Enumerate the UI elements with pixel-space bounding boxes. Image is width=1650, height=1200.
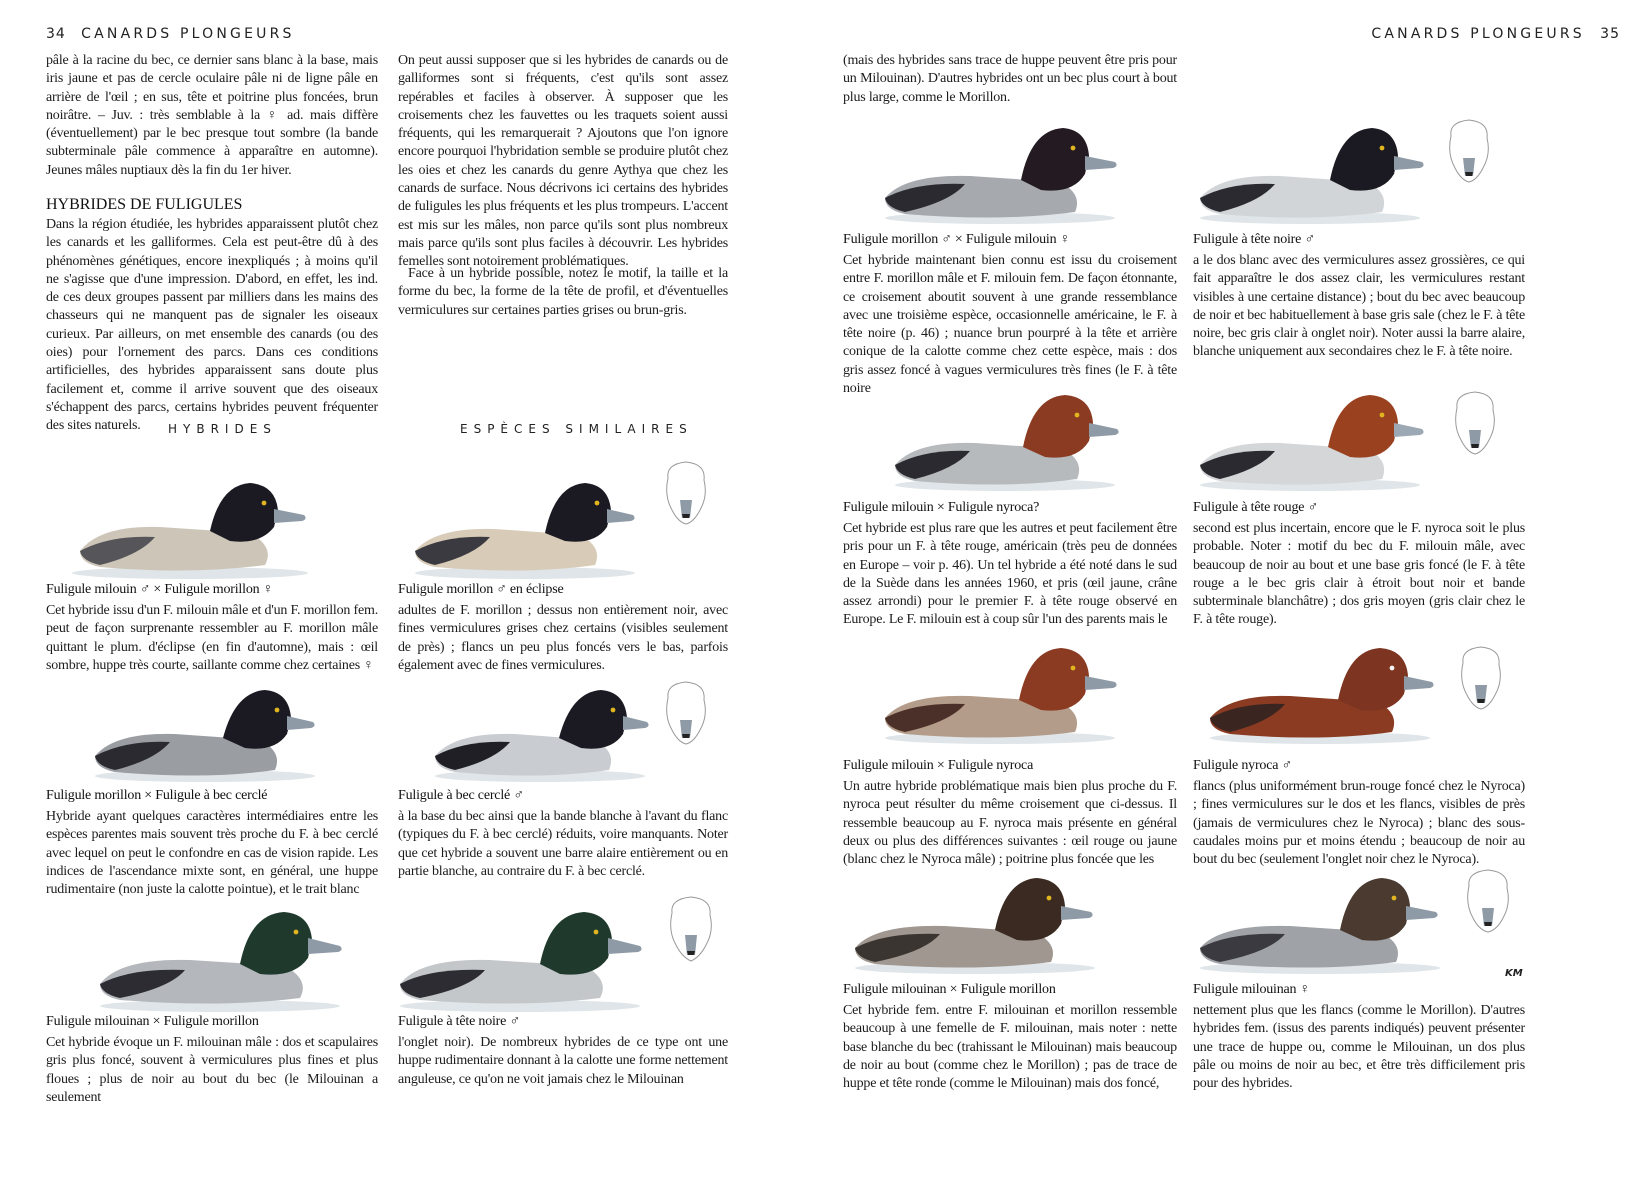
entry-caption: Fuligule milouinan × Fuligule morillon (843, 982, 1056, 997)
duck-illustration (425, 676, 655, 786)
intro-paragraph: pâle à la racine du bec, ce dernier sans blanc à la base, mais iris jaune et pas de cercle oculaire pâle ni de ligne pâle en arrière de l'œil ; en sus, tête et poitrine plus foncées, brun noirâtre. – Juv. : très semblable à la ♀ ad. mais diffère (éventuellement) par le bec presque tout sombre (la bande subterminale pâle commence à apparaître en automne). Jeunes mâles nuptiaux dès la fin du 1er hiver. (46, 53, 378, 178)
intro-paragraph-col2b: Face à un hybride possible, notez le motif, la taille et la forme du bec, la forme de la tête de profil, et d'éventuelles vermiculures sur certaines parties grises ou brun-gris. (398, 266, 728, 318)
duck-illustration (90, 896, 350, 1016)
entry-caption: Fuligule milouinan × Fuligule morillon (46, 1014, 259, 1029)
head-sketch (1457, 868, 1519, 938)
section-heading: HYBRIDES DE FULIGULES (46, 196, 243, 213)
entry-caption: Fuligule morillon × Fuligule à bec cerclé (46, 788, 268, 803)
duck-illustration (885, 385, 1125, 495)
duck-illustration (1190, 118, 1430, 228)
running-head-left (46, 26, 295, 42)
entry-caption: Fuligule milouinan ♀ (1193, 982, 1310, 997)
entry-caption: Fuligule milouin × Fuligule nyroca? (843, 500, 1040, 515)
intro-paragraph: (mais des hybrides sans trace de huppe peuvent être pris pour un Milouinan). D'autres hybrides ont un bec plus court à bout plus large, comme le Morillon. (843, 53, 1177, 105)
entry-caption: Fuligule nyroca ♂ (1193, 758, 1292, 773)
duck-illustration (1190, 868, 1450, 978)
duck-illustration (1190, 385, 1430, 495)
head-sketch (1451, 645, 1511, 715)
head-sketch (656, 680, 716, 750)
duck-illustration (845, 868, 1105, 978)
entry-caption: Fuligule à tête noire ♂ (398, 1014, 520, 1029)
entry-caption: Fuligule à bec cerclé ♂ (398, 788, 524, 803)
head-sketch (1439, 118, 1499, 188)
entry-text: Cet hybride fem. entre F. milouinan et morillon ressemble beaucoup à une femelle de F. milouinan, mais noter : nette base blanche du bec (trahissant le Milouinan) mais beaucoup de noir au bout (comme chez le Morillon) ; pas de trace de huppe et tête ronde (comme le Milouinan) mais dos foncé, (843, 1003, 1177, 1092)
entry-text: nettement plus que les flancs (comme le Morillon). D'autres hybrides fem. (issus des parents indiqués) peuvent présenter une trace de huppe ou, comme le Milouinan, un dos plus pâle ou moins de noir au bec, et être très difficilement pris pour des hybrides. (1193, 1003, 1525, 1092)
entry-text: Hybride ayant quelques caractères intermédiaires entre les espèces parentes mais souvent très proche du F. à bec cerclé avec lequel on peut le confondre en cas de vision rapide. Les indices de l'ascendance mixte sont, en général, une huppe rudimentaire (non juste la calotte pointue), et le trait blanc (46, 809, 378, 898)
label-especes-similaires: ESPÈCES SIMILAIRES (460, 422, 693, 436)
duck-illustration (875, 638, 1125, 748)
entry-caption: Fuligule milouin × Fuligule nyroca (843, 758, 1034, 773)
running-head-title: CANARDS PLONGEURS (1371, 26, 1585, 42)
entry-text: à la base du bec ainsi que la bande blanche à l'avant du flanc (typiques du F. à bec cerclé) réduits, voire manquants. Noter que cet hybride a souvent une barre alaire entièrement ou en partie blanche, au contraire du F. à bec cerclé. (398, 809, 728, 879)
page-number: 34 (46, 26, 66, 42)
entry-caption: Fuligule à tête rouge ♂ (1193, 500, 1318, 515)
running-head-right (1371, 26, 1620, 42)
duck-illustration (875, 118, 1125, 228)
entry-text: second est plus incertain, encore que le F. nyroca soit le plus probable. Noter : motif du bec du F. milouin mâle, avec beaucoup de noir au bout et une base gris foncé (le F. à tête rouge a le bec gris clair à étroit bout noir et bande subterminale blanchâtre) ; dos gris moyen (gris clair chez le F. à tête rouge). (1193, 521, 1525, 628)
illustrator-initials: KM (1505, 968, 1523, 979)
duck-illustration (405, 455, 645, 585)
duck-illustration (60, 455, 320, 585)
entry-text: a le dos blanc avec des vermiculures assez grossières, ce qui fait apparaître le dos assez clair, les vermiculures restant visibles à une certaine distance) ; bout du bec avec beaucoup de noir et bec habituellement à base gris sale (chez le F. à tête noire, bec gris clair à onglet noir). Noter aussi la barre alaire, blanche uniquement aux secondaires chez le F. à tête noire. (1193, 253, 1525, 360)
entry-text: flancs (plus uniformément brun-rouge foncé chez le Nyroca) ; fines vermiculures sur le dos et les flancs, visibles de près (jamais de vermiculures chez le Nyroca) ; blanc des sous-caudales moins pur et moins étendu ; beaucoup de noir au bout du bec (seulement l'onglet noir chez le Nyroca). (1193, 779, 1525, 868)
entry-text: l'onglet noir). De nombreux hybrides de ce type ont une huppe rudimentaire donnant à la calotte une forme nettement anguleuse, ce qu'on ne voit jamais chez le Milouinan (398, 1035, 728, 1087)
head-sketch (1445, 390, 1505, 460)
duck-illustration (85, 676, 325, 786)
head-sketch (656, 460, 716, 530)
entry-caption: Fuligule à tête noire ♂ (1193, 232, 1315, 247)
label-hybrides: HYBRIDES (168, 422, 277, 436)
entry-text: Cet hybride est plus rare que les autres et peut facilement être pris pour un F. à tête rouge, américain (très peu de données en Europe – voir p. 46). Un tel hybride a été noté dans le sud de la Suède dans les années 1960, et pris (œil jaune, crâne assez arrondi) pour le premier F. à tête rouge observé en Europe. Le F. milouin est à coup sûr l'un des parents mais le (843, 521, 1177, 628)
entry-text: Cet hybride issu d'un F. milouin mâle et d'un F. morillon fem. peut de façon surprenante ressembler au F. morillon mâle quittant le plum. d'éclipse (en fin d'automne), mais : œil sombre, huppe très courte, saillante comme chez certaines ♀ (46, 603, 378, 673)
entry-text: Un autre hybride problématique mais bien plus proche du F. nyroca peut résulter du même croisement que ci-dessus. Il ressemble beaucoup au F. nyroca mais présente en général deux ou plus des différences suivantes : œil rouge ou jaune (blanc chez le Nyroca mâle) ; poitrine plus foncée que les (843, 779, 1177, 868)
entry-caption: Fuligule morillon ♂ en éclipse (398, 582, 564, 597)
section-text: Dans la région étudiée, les hybrides apparaissent plutôt chez les canards et les galliformes. Cela est peut-être dû à des phénomènes génétiques, encore inexpliqués ; à moins qu'il ne s'agisse que d'une impression. D'abord, en effet, les ind. de ces deux groupes passent par milliers dans les mains des chasseurs qui ne manquent pas de signaler les oiseaux curieux. Par ailleurs, on met ensemble des canards (ou des oies) pour l'ornement des parcs. Dans ces conditions artificielles, des hybrides apparaissent sans doute plus facilement et, comme il arrive souvent que des oiseaux s'échappent des parcs, certains hybrides peuvent fréquenter des sites naturels. (46, 217, 378, 434)
entry-caption: Fuligule milouin ♂ × Fuligule morillon ♀ (46, 582, 274, 597)
entry-text: Cet hybride maintenant bien connu est issu du croisement entre F. morillon mâle et F. milouin fem. De façon étonnante, ce croisement aboutit souvent à une grande ressemblance avec une troisième espèce, occasionnelle américaine, le F. à tête noire (p. 46) ; nuance brun pourpré à la tête et arrière conique de la calotte comme chez cette espèce, mais : dos gris assez foncé à vagues vermiculures très fines (le F. à tête noire (843, 253, 1177, 397)
entry-text: adultes de F. morillon ; dessus non entièrement noir, avec fines vermiculures grises chez certains (visibles seulement de près) ; flancs un peu plus foncés vers le bas, parfois également avec de fines vermiculures. (398, 603, 728, 673)
running-head-title: CANARDS PLONGEURS (81, 26, 295, 42)
head-sketch (660, 895, 722, 967)
intro-paragraph-col2: On peut aussi supposer que si les hybrides de canards ou de galliformes sont si fréquents, c'est qu'ils sont assez repérables et faciles à observer. À supposer que les croisements chez les fauvettes ou les traquets soient aussi fréquents, qui les remarquerait ? Ajoutons que l'on ignore encore pourquoi l'hybridation semble se produire plutôt chez les oies et chez les canards du genre Aythya que chez les canards de surface. Nous décrivons ici certains des hybrides de fuligules les plus fréquents et les plus trompeurs. L'accent est mis sur les mâles, non parce qu'ils sont plus nombreux mais parce qu'ils sont plus faciles à découvrir. Les hybrides femelles sont notoirement problématiques. (398, 53, 728, 270)
right-page (825, 0, 1650, 1200)
entry-text: Cet hybride évoque un F. milouinan mâle : dos et scapulaires gris plus foncé, souvent à vermiculures plus fines et plus floues ; plus de noir au bout du bec (le Milouinan a seulement (46, 1035, 378, 1105)
entry-caption: Fuligule morillon ♂ × Fuligule milouin ♀ (843, 232, 1071, 247)
page-number: 35 (1600, 26, 1620, 42)
duck-illustration (390, 896, 650, 1016)
duck-illustration (1200, 638, 1440, 748)
